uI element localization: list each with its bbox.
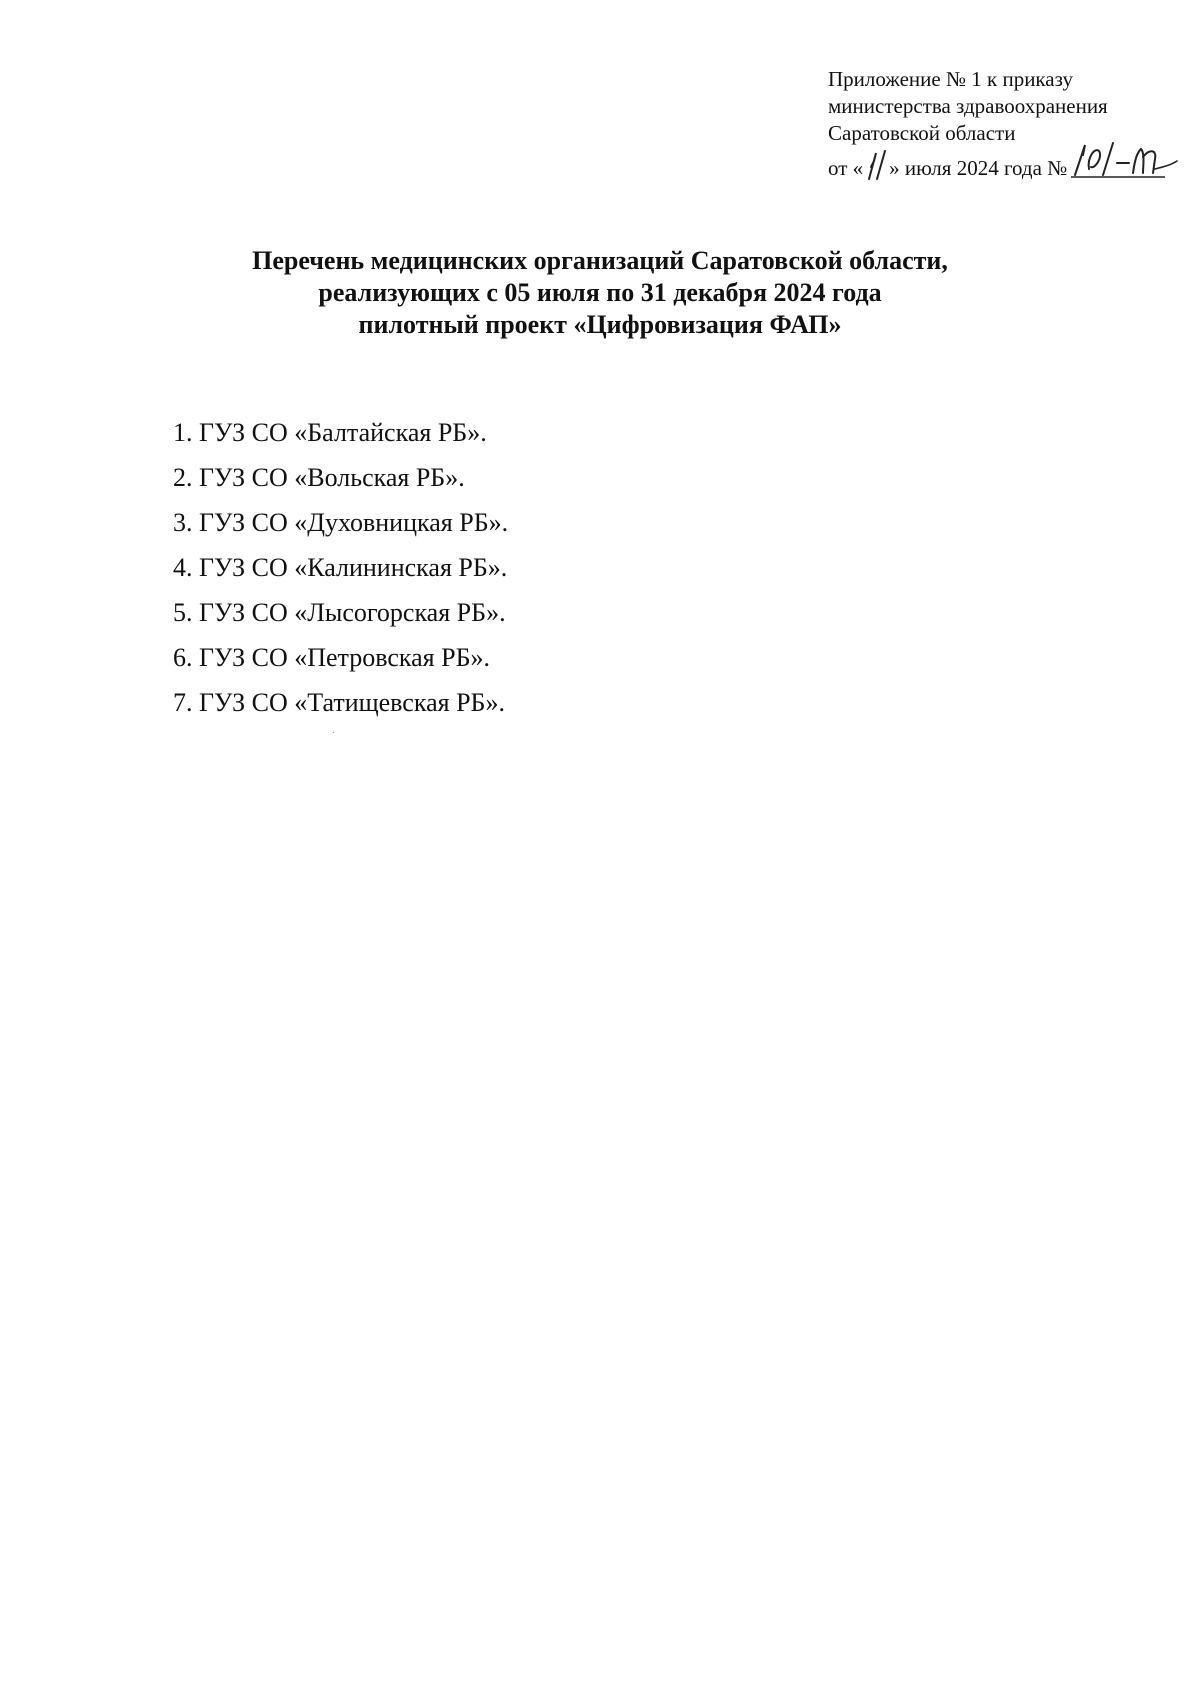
title-line-2: реализующих с 05 июля по 31 декабря 2024 года [318, 278, 882, 307]
appendix-header [828, 66, 1188, 182]
appendix-line-3: Саратовской области [828, 121, 1016, 145]
appendix-line-1: Приложение № 1 к приказу [828, 67, 1073, 91]
list-item: 6. ГУЗ СО «Петровская РБ». [173, 643, 491, 672]
date-middle: » июля 2024 года № [889, 156, 1068, 180]
title-line-3: пилотный проект «Цифровизация ФАП» [358, 310, 842, 339]
list-item: 1. ГУЗ СО «Балтайская РБ». [173, 418, 487, 447]
list-item: 4. ГУЗ СО «Калининская РБ». [173, 553, 508, 582]
handwritten-day-signature [863, 147, 889, 183]
list-item: 7. ГУЗ СО «Татищевская РБ». [173, 688, 505, 717]
scan-speck [333, 732, 334, 733]
date-prefix: от « [828, 156, 864, 180]
handwritten-order-number [1069, 147, 1165, 181]
list-item: 5. ГУЗ СО «Лысогорская РБ». [173, 598, 506, 627]
list-item: 3. ГУЗ СО «Духовницкая РБ». [173, 508, 509, 537]
appendix-line-2: министерства здравоохранения [828, 94, 1108, 118]
title-line-1: Перечень медицинских организаций Саратовской области, [252, 246, 948, 275]
document-title [0, 245, 1200, 341]
handwritten-order-number-signature [1069, 139, 1179, 183]
organization-list [173, 410, 508, 725]
appendix-date-line [828, 147, 1188, 182]
list-item: 2. ГУЗ СО «Вольская РБ». [173, 463, 465, 492]
handwritten-day [863, 155, 889, 179]
